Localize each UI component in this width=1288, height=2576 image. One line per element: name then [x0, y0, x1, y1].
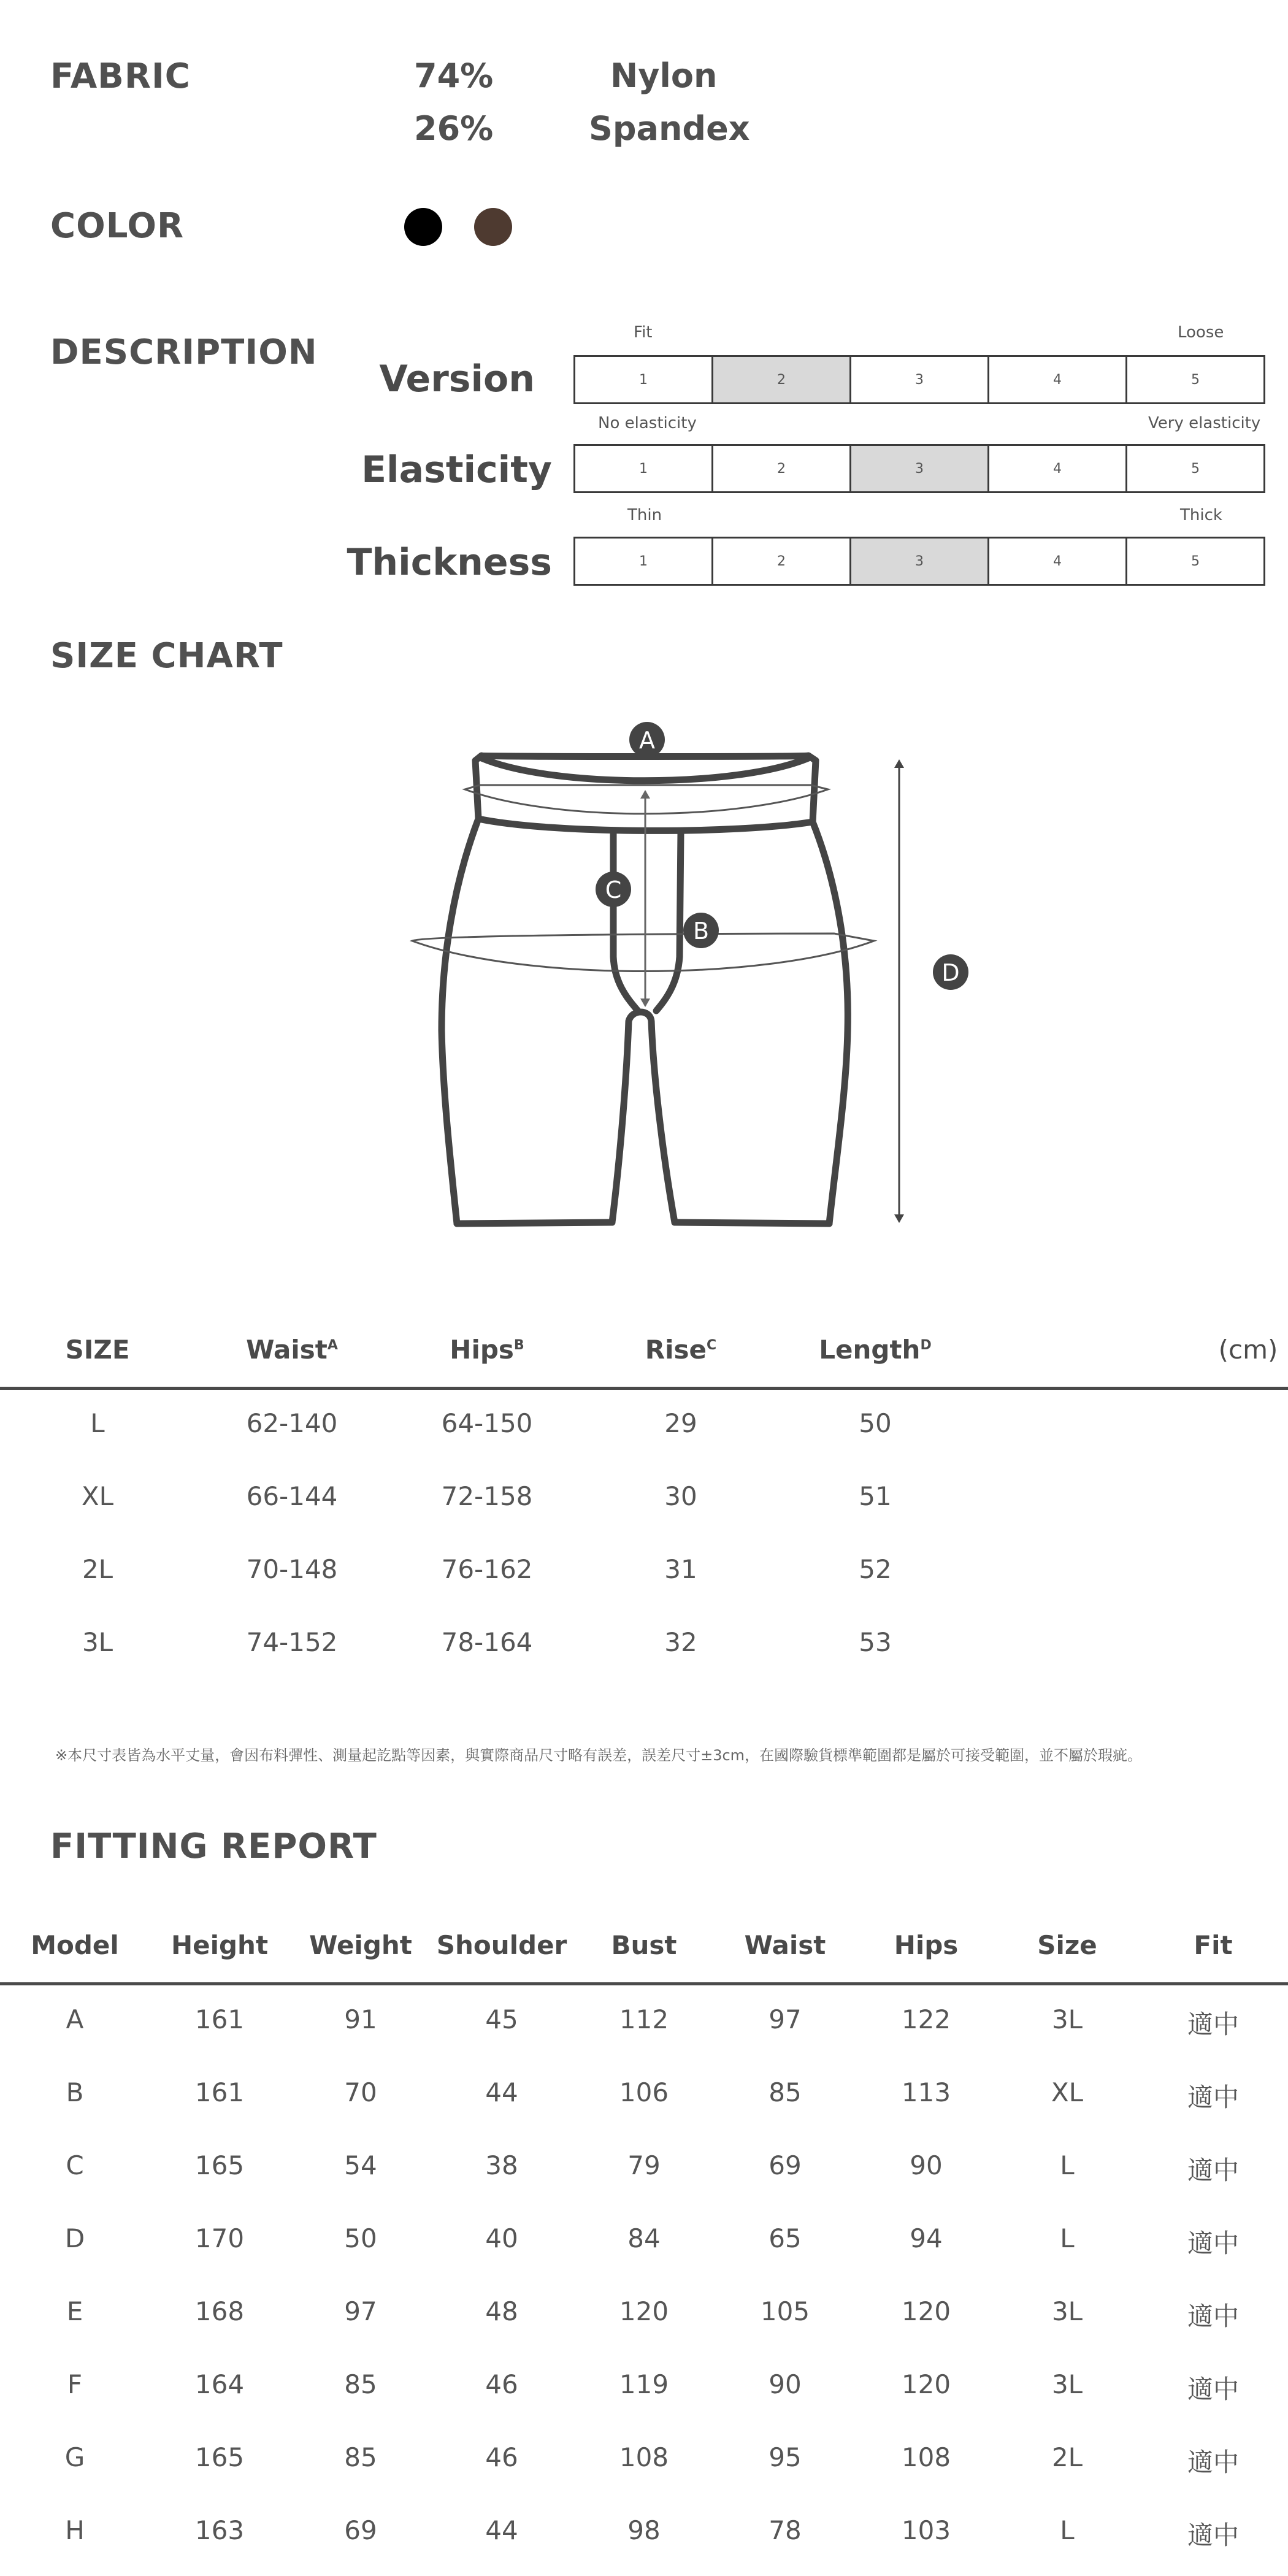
- table-row: [0, 1554, 1288, 1591]
- table-cell: 52: [859, 1554, 892, 1584]
- table-cell: 90: [910, 2150, 943, 2180]
- table-cell: 66-144: [246, 1481, 338, 1511]
- table-cell: 98: [627, 2515, 661, 2545]
- table-cell: 29: [664, 1408, 697, 1438]
- table-cell: L: [1060, 2515, 1075, 2545]
- fabric-material-2: Spandex: [589, 109, 750, 148]
- marker-a-label: A: [639, 727, 655, 754]
- table-cell: 74-152: [246, 1627, 338, 1657]
- table-cell: F: [67, 2369, 83, 2399]
- table-cell: 適中: [1187, 2155, 1240, 2185]
- size-col-name: Length: [819, 1335, 921, 1365]
- size-col-sup: A: [327, 1338, 338, 1353]
- thickness-low-caption: Thin: [627, 506, 662, 524]
- table-cell: 94: [910, 2223, 943, 2253]
- table-row: [0, 2004, 1288, 2041]
- size-col-name: Rise: [645, 1335, 707, 1365]
- table-cell: B: [66, 2077, 84, 2107]
- size-unit: (cm): [1218, 1335, 1278, 1365]
- table-cell: L: [1060, 2150, 1075, 2180]
- table-cell: 70-148: [246, 1554, 338, 1584]
- table-row: [0, 1481, 1288, 1518]
- table-cell: 30: [664, 1481, 697, 1511]
- version-low-caption: Fit: [634, 323, 653, 342]
- table-cell: 122: [901, 2004, 951, 2034]
- table-cell: 161: [194, 2004, 245, 2034]
- table-cell: 108: [901, 2442, 951, 2472]
- table-cell: 2L: [82, 1554, 113, 1584]
- size-col-sup: D: [920, 1338, 932, 1353]
- table-cell: 69: [769, 2150, 802, 2180]
- table-cell: 165: [194, 2442, 245, 2472]
- description-heading: DESCRIPTION: [50, 332, 318, 372]
- table-cell: 164: [194, 2369, 245, 2399]
- table-cell: 53: [859, 1627, 892, 1657]
- size-col-sup: C: [707, 1338, 717, 1353]
- table-cell: E: [66, 2296, 83, 2326]
- table-cell: 3L: [1051, 2369, 1083, 2399]
- table-cell: 適中: [1187, 2082, 1240, 2112]
- table-cell: 44: [485, 2515, 518, 2545]
- table-row: [0, 2442, 1288, 2479]
- table-cell: 170: [194, 2223, 245, 2253]
- fit-col-shoulder: Shoulder: [436, 1930, 567, 1960]
- table-cell: 3L: [82, 1627, 113, 1657]
- thickness-scale-cell: 4: [989, 539, 1127, 584]
- table-cell: 79: [627, 2150, 661, 2180]
- table-row: [0, 1408, 1288, 1445]
- table-cell: 112: [619, 2004, 669, 2034]
- elasticity-scale-cell: 2: [713, 446, 851, 491]
- size-col-waist: [246, 1335, 338, 1365]
- table-row: [0, 2077, 1288, 2114]
- table-cell: 106: [619, 2077, 669, 2107]
- version-scale-cell: 5: [1191, 372, 1200, 388]
- fit-col-weight: Weight: [309, 1930, 412, 1960]
- table-cell: 84: [627, 2223, 661, 2253]
- fitting-report-heading: FITTING REPORT: [50, 1827, 377, 1866]
- table-row: [0, 2515, 1288, 2552]
- table-cell: 適中: [1187, 2009, 1240, 2039]
- thickness-scale-cell: 1: [575, 539, 713, 584]
- fabric-material-1: Nylon: [610, 56, 718, 95]
- table-cell: 48: [485, 2296, 518, 2326]
- size-col-size: [65, 1335, 129, 1365]
- size-col-rise: [645, 1335, 716, 1365]
- size-col-sup: B: [513, 1338, 524, 1353]
- elasticity-scale-cell: 3: [851, 446, 989, 491]
- size-chart-heading: SIZE CHART: [50, 636, 283, 676]
- marker-b-label: B: [692, 918, 710, 945]
- table-cell: 161: [194, 2077, 245, 2107]
- fit-col-hips: Hips: [894, 1930, 959, 1960]
- table-cell: 50: [859, 1408, 892, 1438]
- size-col-length: [819, 1335, 931, 1365]
- table-cell: XL: [1051, 2077, 1084, 2107]
- table-cell: 76-162: [441, 1554, 533, 1584]
- version-scale-cell: 4: [989, 357, 1127, 402]
- table-cell: 120: [901, 2369, 951, 2399]
- fit-col-bust: Bust: [611, 1930, 677, 1960]
- table-cell: 78-164: [441, 1627, 533, 1657]
- version-scale-cell: 1: [575, 357, 713, 402]
- table-cell: 78: [769, 2515, 802, 2545]
- size-col-name: Waist: [246, 1335, 328, 1365]
- elasticity-scale: [573, 444, 1265, 493]
- table-cell: 40: [485, 2223, 518, 2253]
- table-cell: 3L: [1051, 2296, 1083, 2326]
- fabric-percent-1: 74%: [414, 56, 494, 95]
- table-cell: 51: [859, 1481, 892, 1511]
- size-table-divider: [0, 1387, 1288, 1390]
- table-cell: A: [66, 2004, 84, 2034]
- table-cell: 32: [664, 1627, 697, 1657]
- table-cell: 2L: [1051, 2442, 1083, 2472]
- table-row: [0, 2296, 1288, 2333]
- size-col-name: Hips: [450, 1335, 514, 1365]
- elasticity-scale-cell: 4: [989, 446, 1127, 491]
- table-cell: 85: [344, 2442, 377, 2472]
- version-scale: [573, 355, 1265, 404]
- table-cell: 3L: [1051, 2004, 1083, 2034]
- color-swatch-brown[interactable]: [474, 208, 512, 246]
- fabric-heading: FABRIC: [50, 56, 191, 96]
- table-cell: 103: [901, 2515, 951, 2545]
- table-cell: 64-150: [441, 1408, 533, 1438]
- table-cell: 適中: [1187, 2374, 1240, 2404]
- thickness-scale-cell: 3: [851, 539, 989, 584]
- fit-col-model: Model: [31, 1930, 119, 1960]
- table-cell: 46: [485, 2369, 518, 2399]
- table-cell: G: [64, 2442, 85, 2472]
- version-scale-cell: 3: [851, 357, 989, 402]
- table-cell: 72-158: [441, 1481, 533, 1511]
- table-cell: 85: [769, 2077, 802, 2107]
- table-cell: 31: [664, 1554, 697, 1584]
- shorts-diagram: [0, 705, 1288, 1245]
- table-cell: 62-140: [246, 1408, 338, 1438]
- table-row: [0, 1627, 1288, 1664]
- marker-c-label: C: [605, 876, 622, 903]
- fit-col-fit: Fit: [1194, 1930, 1233, 1960]
- table-cell: XL: [81, 1481, 114, 1511]
- table-cell: 適中: [1187, 2228, 1240, 2258]
- color-swatch-black[interactable]: [404, 208, 442, 246]
- table-cell: 54: [344, 2150, 377, 2180]
- color-heading: COLOR: [50, 206, 185, 246]
- elasticity-high-caption: Very elasticity: [1148, 414, 1261, 432]
- table-cell: 46: [485, 2442, 518, 2472]
- table-cell: 108: [619, 2442, 669, 2472]
- table-cell: 168: [194, 2296, 245, 2326]
- table-cell: 適中: [1187, 2301, 1240, 2331]
- table-cell: 50: [344, 2223, 377, 2253]
- table-cell: 113: [901, 2077, 951, 2107]
- table-cell: 適中: [1187, 2447, 1240, 2477]
- version-scale-cell: 2: [713, 357, 851, 402]
- table-cell: D: [64, 2223, 85, 2253]
- elasticity-label: Elasticity: [361, 448, 552, 491]
- table-cell: 69: [344, 2515, 377, 2545]
- table-cell: 120: [619, 2296, 669, 2326]
- table-cell: 85: [344, 2369, 377, 2399]
- thickness-high-caption: Thick: [1180, 506, 1222, 524]
- version-label: Version: [379, 358, 535, 401]
- fit-col-waist: Waist: [744, 1930, 826, 1960]
- table-row: [0, 2150, 1288, 2187]
- table-cell: 90: [769, 2369, 802, 2399]
- thickness-scale-cell: 2: [713, 539, 851, 584]
- table-cell: 70: [344, 2077, 377, 2107]
- table-cell: L: [90, 1408, 105, 1438]
- thickness-label: Thickness: [347, 541, 552, 584]
- elasticity-scale-cell: 1: [575, 446, 713, 491]
- version-high-caption: Loose: [1178, 323, 1224, 342]
- elasticity-scale-cell: 5: [1191, 461, 1200, 477]
- table-row: [0, 2369, 1288, 2406]
- table-cell: 65: [769, 2223, 802, 2253]
- thickness-scale: [573, 537, 1265, 586]
- table-cell: H: [65, 2515, 85, 2545]
- size-col-name: SIZE: [65, 1335, 130, 1365]
- table-cell: 163: [194, 2515, 245, 2545]
- table-row: [0, 2223, 1288, 2260]
- table-cell: 38: [485, 2150, 518, 2180]
- table-cell: 44: [485, 2077, 518, 2107]
- table-cell: 165: [194, 2150, 245, 2180]
- size-chart-note: ※本尺寸表皆為水平丈量，會因布料彈性、測量起訖點等因素，與實際商品尺寸略有誤差，誤差尺寸±3cm，在國際驗貨標準範圍都是屬於可接受範圍，並不屬於瑕疵。: [55, 1747, 1143, 1764]
- size-col-hips: [450, 1335, 524, 1365]
- thickness-scale-cell: 5: [1191, 553, 1200, 569]
- elasticity-low-caption: No elasticity: [598, 414, 697, 432]
- table-cell: 97: [344, 2296, 377, 2326]
- fabric-percent-2: 26%: [414, 109, 494, 148]
- table-cell: C: [66, 2150, 84, 2180]
- table-cell: 91: [344, 2004, 377, 2034]
- table-cell: 105: [760, 2296, 810, 2326]
- table-cell: L: [1060, 2223, 1075, 2253]
- fitting-table-divider: [0, 1982, 1288, 1985]
- fit-col-height: Height: [171, 1930, 269, 1960]
- table-cell: 45: [485, 2004, 518, 2034]
- marker-d-label: D: [941, 959, 960, 986]
- table-cell: 120: [901, 2296, 951, 2326]
- fitting-table-header: [0, 1930, 1288, 1967]
- fit-col-size: Size: [1037, 1930, 1097, 1960]
- table-cell: 97: [769, 2004, 802, 2034]
- table-cell: 適中: [1187, 2520, 1240, 2550]
- table-cell: 119: [619, 2369, 669, 2399]
- size-table-header: [0, 1335, 1288, 1371]
- table-cell: 95: [769, 2442, 802, 2472]
